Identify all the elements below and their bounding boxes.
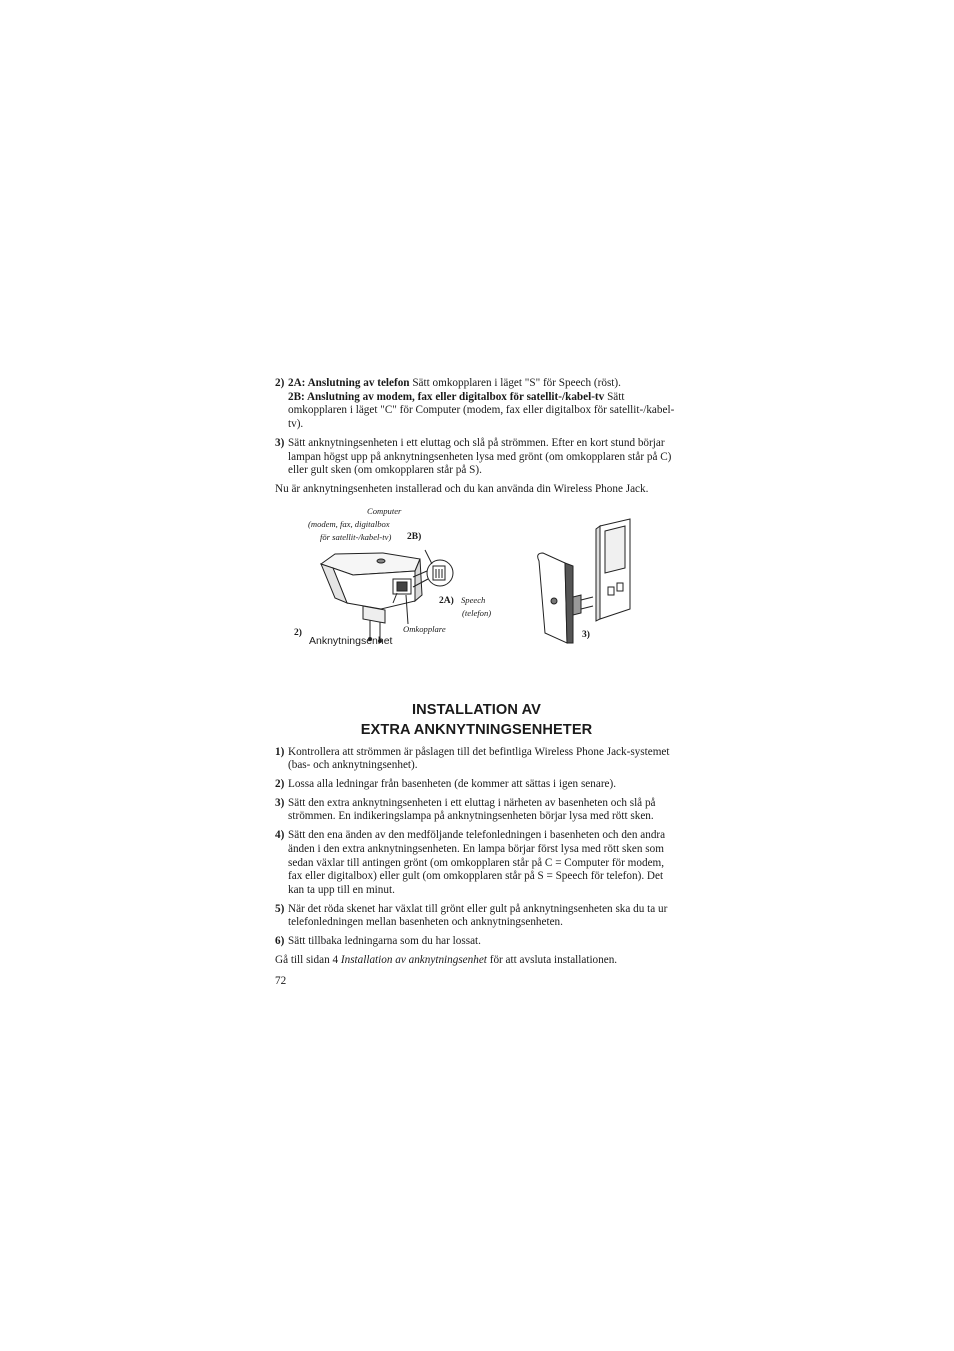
step-2a-text: Sätt omkopplaren i läget "S" för Speech (röst). bbox=[409, 377, 621, 389]
extra-step-1 bbox=[275, 746, 678, 773]
step-number: 6) bbox=[275, 935, 285, 948]
installed-note: Nu är anknytningsenheten installerad och du kan använda din Wireless Phone Jack. bbox=[275, 482, 649, 495]
step-2 bbox=[275, 377, 678, 432]
wall-outlet-drawing bbox=[538, 519, 630, 643]
step-2b-text: Sätt omkopplaren i läget "C" för Computer (modem, fax eller digitalbox för satellit-/kabel-tv). bbox=[288, 390, 675, 431]
speech-label-line1: Speech bbox=[461, 594, 486, 605]
step-text: Lossa alla ledningar från basenheten (de kommer att sättas i igen senare). bbox=[288, 778, 617, 791]
section-title-line2: EXTRA ANKNYTNINGSENHETER bbox=[360, 721, 593, 738]
speech-label-line2: (telefon) bbox=[462, 607, 492, 618]
section-title bbox=[275, 700, 678, 740]
computer-label-line1: Computer bbox=[367, 505, 402, 516]
switch-label: Omkopplare bbox=[403, 623, 446, 634]
step-number: 3) bbox=[275, 436, 285, 449]
closing-reference: Installation av anknytningsenhet bbox=[340, 953, 487, 966]
step-text: Sätt den extra anknytningsenheten i ett eluttag i närheten av basenheten och slå på strömmen. En indikeringslampa på anknytningsenheten börjar lysa med rött sken. bbox=[288, 796, 656, 823]
extra-step-4 bbox=[275, 829, 678, 898]
installation-figure bbox=[275, 505, 678, 670]
step-number: 2) bbox=[275, 778, 285, 791]
step-number: 3) bbox=[275, 796, 285, 809]
step-number: 5) bbox=[275, 902, 285, 915]
step-text: Kontrollera att strömmen är påslagen till det befintliga Wireless Phone Jack-systemet (bas- och anknytningsenhet). bbox=[288, 745, 670, 772]
step-text: När det röda skenet har växlat till grönt eller gult på anknytningsenheten ska du ta ur telefonledningen mellan basenheten och anknytningsenheten. bbox=[288, 902, 668, 929]
extra-step-3 bbox=[275, 797, 678, 824]
step-text: Sätt den ena änden av den medföljande telefonledningen i basenheten och den andra änden i den extra anknytningsenheten. En lampa börjar först lysa med rött sken som sedan växlar till antingen grönt (om omkopplaren står på C = Computer för modem, fax eller digitalbox) eller gult (om omkopplaren står på S = Speech för telefon). Det kan ta upp till en minut. bbox=[288, 829, 666, 896]
manual-page bbox=[275, 377, 678, 989]
page-number: 72 bbox=[275, 975, 287, 988]
step-number: 1) bbox=[275, 745, 285, 758]
section-title-line1: INSTALLATION AV bbox=[411, 701, 542, 718]
tag-2b: 2B) bbox=[407, 531, 422, 542]
unit-label: Anknytningsenhet bbox=[309, 634, 393, 647]
closing-note bbox=[275, 954, 678, 968]
tag-2a: 2A) bbox=[439, 595, 454, 606]
computer-label-line3: för satellit-/kabel-tv) bbox=[320, 531, 392, 542]
extra-step-6 bbox=[275, 935, 678, 949]
closing-after: för att avsluta installationen. bbox=[486, 953, 618, 966]
step-text: Sätt tillbaka ledningarna som du har lossat. bbox=[288, 935, 481, 948]
step-3 bbox=[275, 437, 678, 478]
tag-2: 2) bbox=[294, 627, 302, 638]
step-number: 4) bbox=[275, 829, 285, 842]
step-2a-heading: 2A: Anslutning av telefon bbox=[288, 377, 410, 389]
tag-3: 3) bbox=[582, 629, 590, 640]
extra-step-2 bbox=[275, 778, 678, 792]
step-number: 2) bbox=[275, 377, 285, 389]
step-2b-heading: 2B: Anslutning av modem, fax eller digitalbox för satellit-/kabel-tv bbox=[288, 390, 605, 403]
closing-before: Gå till sidan 4 bbox=[275, 953, 341, 966]
extra-step-5 bbox=[275, 903, 678, 930]
computer-label-line2: (modem, fax, digitalbox bbox=[308, 518, 390, 529]
step-3-text: Sätt anknytningsenheten i ett eluttag och slå på strömmen. Efter en kort stund börjar lampan högst upp på anknytningsenheten lysa med grönt (om omkopplaren står på C) eller gult sken (om omkopplaren står på S). bbox=[288, 436, 672, 477]
